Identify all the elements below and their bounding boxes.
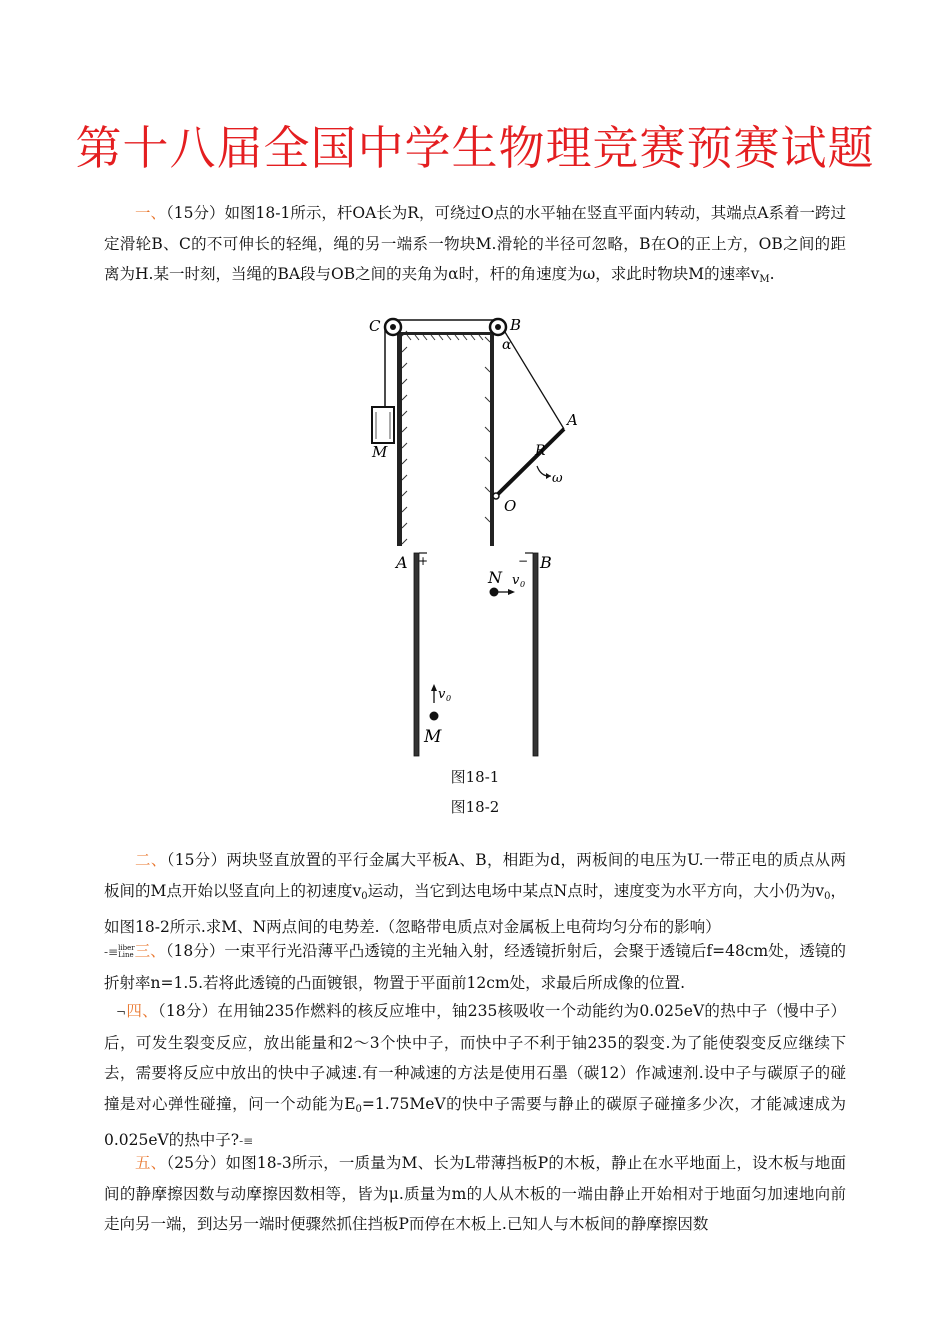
plate-a [414,553,419,756]
label-plate-a: A [396,553,408,572]
question-1-subscript: M [759,274,770,285]
label-v0-m-sub: 0 [446,694,452,703]
question-2 [104,845,846,943]
question-1-text: （15分）如图18-1所示，杆OA长为R，可绕过O点的水平轴在竖直平面内转动，其端点A系着一跨过定滑轮B、C的不可伸长的轻绳，绳的另一端系一物块M.滑轮的半径可忽略，B在O的正上方，OB之间的距离为H.某一时刻，当绳的BA段与OB之间的夹角为α时，杆的角速度为ω，求此时物块M的速率v [104,204,846,283]
label-plate-b: B [540,553,552,572]
question-3-marker-small [118,945,134,959]
point-n [490,588,499,597]
label-r: R [535,443,546,459]
point-m [430,712,439,721]
label-minus: − [518,554,529,568]
question-3-text: （18分）一束平行光沿薄平凸透镜的主光轴入射，经透镜折射后，会聚于透镜后f=48cm处，透镜的折射率n=1.5.若将此透镜的凸面镀银，物置于平面前12cm处，求最后所成像的位置. [104,942,846,992]
rope-ba [505,332,564,429]
pivot-o [493,493,499,499]
plate-b [533,553,538,756]
label-c: C [369,317,381,335]
label-v0-m: v [438,687,446,702]
figure-18-1 [355,312,595,552]
question-2-text-a: （15分）两块竖直放置的平行金属大平板A、B，相距为d，两板间的电压为U.一带正电的质点从两板间的M点开始以竖直向上的初速度v [104,851,846,900]
question-5 [104,1148,846,1240]
label-o: O [504,497,517,515]
question-5-text: （25分）如图18-3所示，一质量为M、长为L带薄挡板P的木板，静止在水平地面上，设木板与地面间的静摩擦因数与动摩擦因数相等，皆为μ.质量为m的人从木板的一端由静止开始相对于地面匀加速地向前走向另一端，到达另一端时便骤然抓住挡板P而停在木板上.已知人与木板间的静摩擦因数 [104,1154,846,1233]
question-4-marker: ¬ [116,1005,127,1019]
marker-small-bottom: Line [118,951,134,959]
question-2-sub-2: 0 [824,890,831,902]
question-4-end-marker: -≡ [239,1134,254,1148]
figure-18-2 [390,548,560,758]
omega-arrow [537,466,551,476]
label-point-m: M [424,727,442,747]
question-4-text-b: =1.75MeV的快中子需要与静止的碳原子碰撞多少次，才能减速成为0.025eV的热中子? [104,1094,846,1149]
label-plus: + [418,554,429,568]
question-2-text-b: 运动，当它到达电场中某点N点时，速度变为水平方向，大小仍为v [367,881,825,900]
top-beam [395,332,495,335]
question-4-sub: 0 [355,1103,362,1115]
label-alpha: α [502,337,512,353]
left-wall [397,332,402,546]
page-title: 第十八届全国中学生物理竞赛预赛试题 [75,121,875,175]
question-3 [104,936,846,998]
label-omega: ω [552,471,563,486]
label-m: M [372,443,388,461]
question-2-sub-1: 0 [361,890,368,902]
marker-small-top: liber [118,944,135,952]
right-wall [490,332,494,546]
label-v0-n: v [512,573,520,588]
caption-fig-18-2: 图18-2 [450,798,500,816]
question-3-marker: -≡ [104,945,119,959]
question-3-number: 三、 [134,942,166,960]
label-n: N [488,568,502,587]
question-4 [104,996,846,1157]
question-1-end: . [769,265,775,283]
question-2-text-c: ，如图18-2所示.求M、N两点间的电势差.（忽略带电质点对金属板上电荷均匀分布的影响） [104,881,846,936]
question-5-number: 五、 [135,1154,167,1172]
question-4-number: 四、 [126,1002,158,1020]
question-4-text-a: （18分）在用铀235作燃料的核反应堆中，铀235核吸收一个动能约为0.025eV的热中子（慢中子）后，可发生裂变反应，放出能量和2～3个快中子，而快中子不利于铀235的裂变.为了能使裂变反应继续下去，需要将反应中放出的快中子减速.有一种减速的方法是使用石墨（碳12）作减速剂.设中子与碳原子的碰撞是对心弹性碰撞，问一个动能为E [104,1002,846,1113]
label-v0-n-sub: 0 [520,580,526,589]
block-m [372,407,394,443]
question-1 [104,198,846,296]
question-2-number: 二、 [135,851,167,869]
question-1-number: 一、 [135,204,167,222]
label-b: B [510,316,522,334]
caption-fig-18-1: 图18-1 [450,768,500,786]
label-a: A [567,411,578,429]
